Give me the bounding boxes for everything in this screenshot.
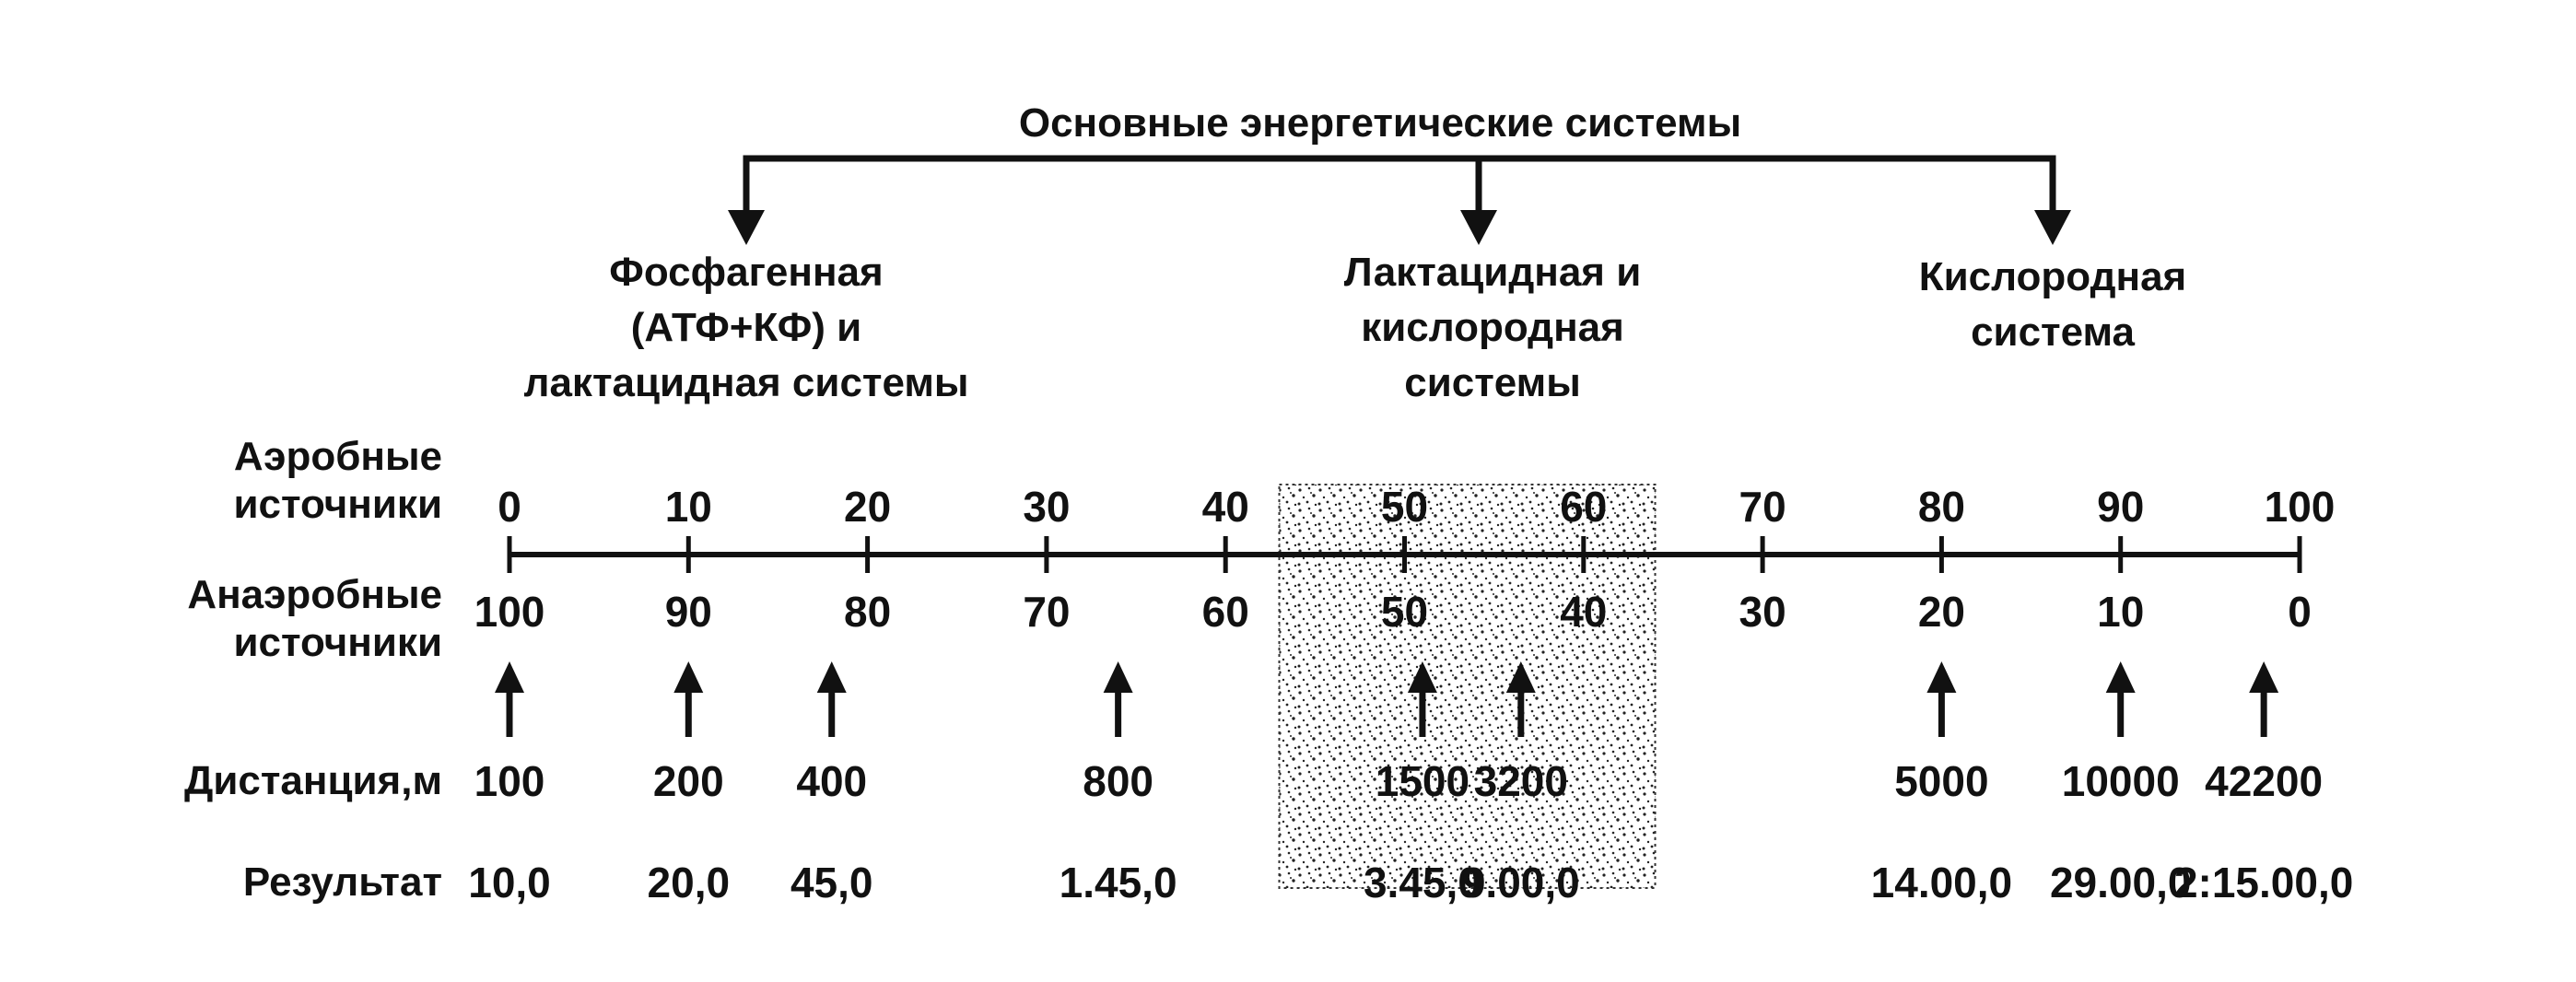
bracket-arrowheads	[728, 210, 2071, 245]
aerobic-tick-label: 20	[844, 483, 892, 531]
distance-value: 100	[474, 757, 545, 805]
distance-value: 400	[796, 757, 868, 805]
aerobic-tick-label: 0	[498, 483, 521, 531]
aerobic-tick-label: 90	[2097, 483, 2145, 531]
system-label-oxygen	[1919, 254, 2186, 355]
distance-value: 200	[652, 757, 724, 805]
event-arrow-head	[673, 661, 703, 693]
event-arrow-head	[2106, 661, 2136, 693]
aerobic-tick-label: 10	[664, 483, 712, 531]
aerobic-label-line-1: Аэробные	[233, 434, 442, 479]
system-lactate-line-2: кислородная	[1361, 305, 1624, 350]
event-arrow-head	[817, 661, 847, 693]
aerobic-tick-label: 80	[1917, 483, 1965, 531]
anaerobic-tick-label: 40	[1560, 588, 1608, 636]
distance-value: 10000	[2061, 757, 2180, 805]
distance-value: 1500	[1375, 757, 1470, 805]
distance-value: 800	[1083, 757, 1153, 805]
system-lactate-line-1: Лактацидная и	[1343, 250, 1642, 295]
aerobic-tick-label: 40	[1201, 483, 1249, 531]
anaerobic-tick-label: 60	[1201, 588, 1249, 636]
aerobic-tick-label: 50	[1380, 483, 1429, 531]
anaerobic-tick-label: 0	[2288, 588, 2312, 636]
axis-ticks	[474, 483, 2336, 636]
system-phosphagen-line-2: (АТФ+КФ) и	[630, 305, 862, 350]
anaerobic-tick-label: 30	[1739, 588, 1786, 636]
result-value: 9.00,0	[1461, 859, 1580, 906]
distance-value: 5000	[1894, 757, 1989, 805]
system-lactate-line-3: системы	[1404, 360, 1581, 405]
result-label: Результат	[242, 859, 442, 905]
event-arrow-head	[2249, 661, 2278, 693]
anaerobic-tick-label: 90	[664, 588, 712, 636]
diagram-title: Основные энергетические системы	[1018, 100, 1742, 146]
system-oxygen-line-2: система	[1971, 310, 2135, 355]
systems-bracket	[746, 158, 2053, 214]
system-label-phosphagen	[524, 250, 969, 405]
event-arrow-head	[1926, 661, 1956, 693]
result-value: 10,0	[468, 859, 551, 906]
anaerobic-tick-label: 80	[844, 588, 892, 636]
system-oxygen-line-1: Кислородная	[1918, 254, 2187, 299]
anaerobic-label-line-2: источники	[233, 620, 442, 665]
result-value: 29.00,0	[2049, 859, 2192, 906]
distance-value: 3200	[1473, 757, 1568, 805]
result-value: 3.45,0	[1363, 859, 1481, 906]
anaerobic-tick-label: 20	[1917, 588, 1965, 636]
anaerobic-tick-label: 50	[1380, 588, 1429, 636]
distance-value: 42200	[2205, 757, 2324, 805]
aerobic-tick-label: 60	[1560, 483, 1608, 531]
system-phosphagen-line-1: Фосфагенная	[609, 250, 884, 295]
system-label-lactate-oxygen	[1344, 250, 1642, 405]
aerobic-label-line-2: источники	[233, 482, 442, 527]
event-arrow-head	[495, 661, 524, 693]
result-value: 20,0	[647, 859, 731, 906]
distance-label: Дистанция,м	[183, 758, 442, 803]
event-arrow-head	[1104, 661, 1133, 693]
aerobic-tick-label: 100	[2264, 483, 2336, 531]
anaerobic-tick-label: 10	[2097, 588, 2145, 636]
result-value: 45,0	[790, 859, 873, 906]
anaerobic-tick-label: 100	[474, 588, 545, 636]
result-value: 1.45,0	[1059, 859, 1177, 906]
anaerobic-tick-label: 70	[1023, 588, 1071, 636]
result-value: 14.00,0	[1870, 859, 2013, 906]
anaerobic-label-line-1: Анаэробные	[187, 572, 442, 617]
result-value: 2:15.00,0	[2173, 859, 2354, 906]
aerobic-tick-label: 70	[1739, 483, 1786, 531]
system-phosphagen-line-3: лактацидная системы	[523, 360, 969, 405]
shaded-region	[1279, 485, 1655, 888]
aerobic-tick-label: 30	[1023, 483, 1071, 531]
